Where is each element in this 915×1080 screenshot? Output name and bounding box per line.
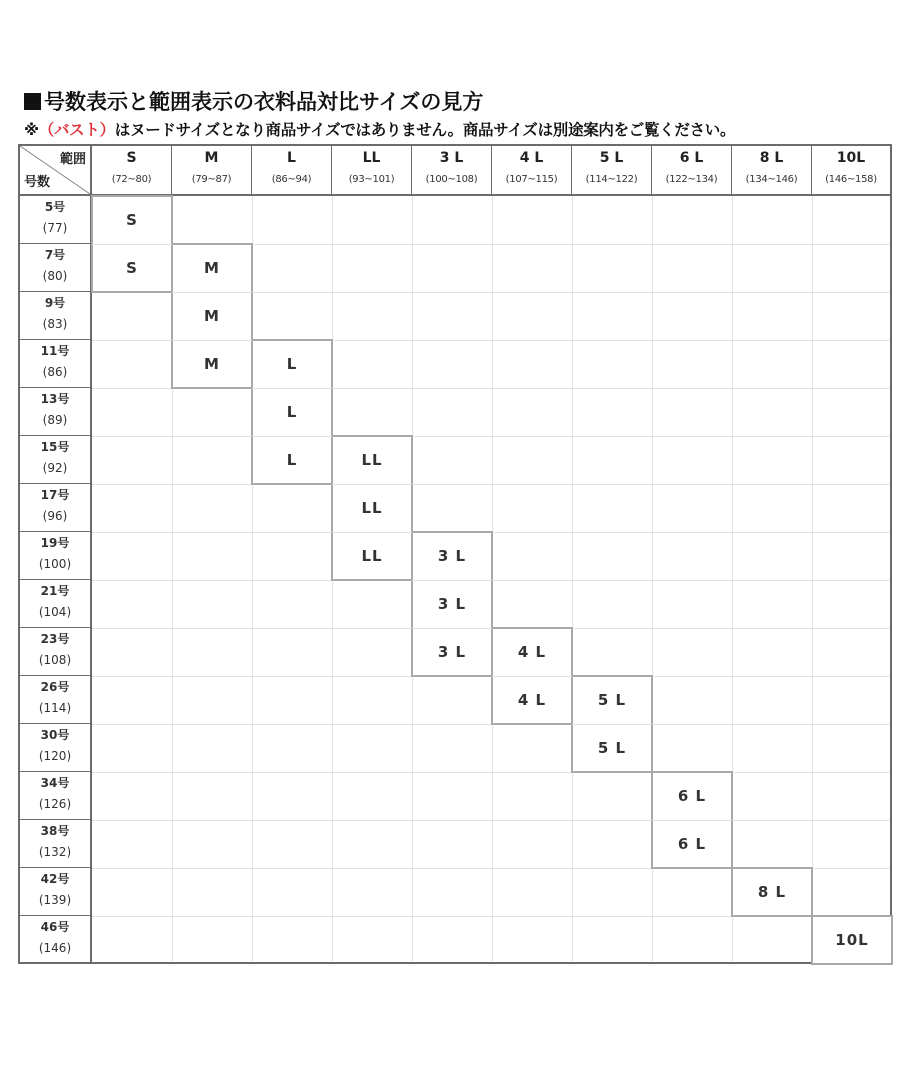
column-header (492, 144, 572, 196)
row-header (18, 436, 92, 484)
row-number: 7号 (44, 248, 66, 262)
column-range: (93~101) (348, 174, 395, 185)
column-size: 10L (836, 150, 866, 166)
note-text: ※（バスト）はヌードサイズとなり商品サイズではありません。商品サイズは別途案内をご覧ください。 (24, 121, 736, 139)
size-cell: 8 L (757, 883, 787, 901)
row-number: 38号 (40, 824, 70, 838)
size-cell: M (204, 259, 220, 277)
row-header (18, 388, 92, 436)
column-header (252, 144, 332, 196)
column-header (412, 144, 492, 196)
row-number: 42号 (40, 872, 70, 886)
grid-line-horizontal (92, 484, 892, 485)
row-number: 9号 (44, 296, 66, 310)
size-cell: 6 L (677, 787, 707, 805)
row-header (18, 196, 92, 244)
column-size: S (126, 150, 137, 166)
row-header (18, 676, 92, 724)
row-header (18, 772, 92, 820)
row-number: 19号 (40, 536, 70, 550)
row-header (18, 580, 92, 628)
size-cell: 4 L (517, 643, 547, 661)
row-number: 46号 (40, 920, 70, 934)
column-size: 8 L (759, 150, 784, 166)
row-header (18, 484, 92, 532)
column-size: M (204, 150, 219, 166)
row-header (18, 628, 92, 676)
size-cell: LL (361, 451, 383, 469)
row-header (18, 724, 92, 772)
row-number: 34号 (40, 776, 70, 790)
column-size: 3 L (439, 150, 464, 166)
row-bust: (132) (38, 845, 72, 859)
table-corner-header (18, 144, 92, 196)
column-size: 5 L (599, 150, 624, 166)
column-range: (122~134) (665, 174, 718, 185)
row-number: 15号 (40, 440, 70, 454)
row-bust: (83) (42, 317, 68, 331)
row-bust: (96) (42, 509, 68, 523)
row-bust: (114) (38, 701, 72, 715)
note-highlight: （バスト） (38, 121, 115, 139)
row-number: 13号 (40, 392, 70, 406)
row-bust: (100) (38, 557, 72, 571)
row-number: 26号 (40, 680, 70, 694)
row-bust: (89) (42, 413, 68, 427)
row-number: 17号 (40, 488, 70, 502)
column-range: (72~80) (111, 174, 152, 185)
row-header (18, 292, 92, 340)
row-bust: (120) (38, 749, 72, 763)
row-header (18, 244, 92, 292)
column-range: (86~94) (271, 174, 312, 185)
size-cell: 6 L (677, 835, 707, 853)
size-cell: S (126, 211, 138, 229)
row-bust: (80) (42, 269, 68, 283)
table-right-border (890, 144, 892, 916)
row-number: 23号 (40, 632, 70, 646)
column-size: LL (362, 150, 381, 166)
row-header (18, 916, 92, 964)
column-range: (114~122) (585, 174, 638, 185)
row-header (18, 532, 92, 580)
size-cell: L (286, 451, 298, 469)
size-comparison-table (18, 144, 892, 964)
grid-line-horizontal (92, 820, 892, 821)
size-cell: 5 L (597, 739, 627, 757)
size-cell: 3 L (437, 547, 467, 565)
column-header (172, 144, 252, 196)
size-cell: 5 L (597, 691, 627, 709)
row-bust: (108) (38, 653, 72, 667)
column-size: 6 L (679, 150, 704, 166)
row-bust: (139) (38, 893, 72, 907)
column-range: (134~146) (745, 174, 798, 185)
table-bottom-border (18, 962, 812, 964)
row-bust: (126) (38, 797, 72, 811)
size-cell: LL (361, 499, 383, 517)
size-cell: M (204, 355, 220, 373)
size-cell: 3 L (437, 595, 467, 613)
size-cell: 10L (835, 931, 869, 949)
row-bust: (86) (42, 365, 68, 379)
row-bust: (104) (38, 605, 72, 619)
column-range: (107~115) (505, 174, 558, 185)
row-header (18, 340, 92, 388)
corner-label-range: 範囲 (59, 152, 86, 167)
column-header (572, 144, 652, 196)
size-cell: 4 L (517, 691, 547, 709)
row-header (18, 868, 92, 916)
black-square-icon (24, 93, 41, 110)
row-bust: (146) (38, 941, 72, 955)
row-number: 5号 (44, 200, 66, 214)
grid-line-horizontal (92, 772, 892, 773)
row-bust: (92) (42, 461, 68, 475)
size-cell: M (204, 307, 220, 325)
column-header (332, 144, 412, 196)
column-range: (146~158) (825, 174, 877, 185)
column-range: (100~108) (425, 174, 478, 185)
grid-line-horizontal (92, 436, 892, 437)
size-cell: S (126, 259, 138, 277)
column-size: L (287, 150, 296, 166)
row-bust: (77) (42, 221, 68, 235)
column-header (652, 144, 732, 196)
row-number: 11号 (40, 344, 70, 358)
column-header (812, 144, 892, 196)
row-header (18, 820, 92, 868)
column-range: (79~87) (191, 174, 232, 185)
page-title: 号数表示と範囲表示の衣料品対比サイズの見方 (24, 86, 483, 116)
size-cell: L (286, 403, 298, 421)
row-number: 21号 (40, 584, 70, 598)
row-number: 30号 (40, 728, 70, 742)
size-cell: 3 L (437, 643, 467, 661)
size-cell: LL (361, 547, 383, 565)
column-header (92, 144, 172, 196)
corner-label-number: 号数 (24, 175, 51, 190)
size-cell: L (286, 355, 298, 373)
column-header (732, 144, 812, 196)
column-size: 4 L (519, 150, 544, 166)
